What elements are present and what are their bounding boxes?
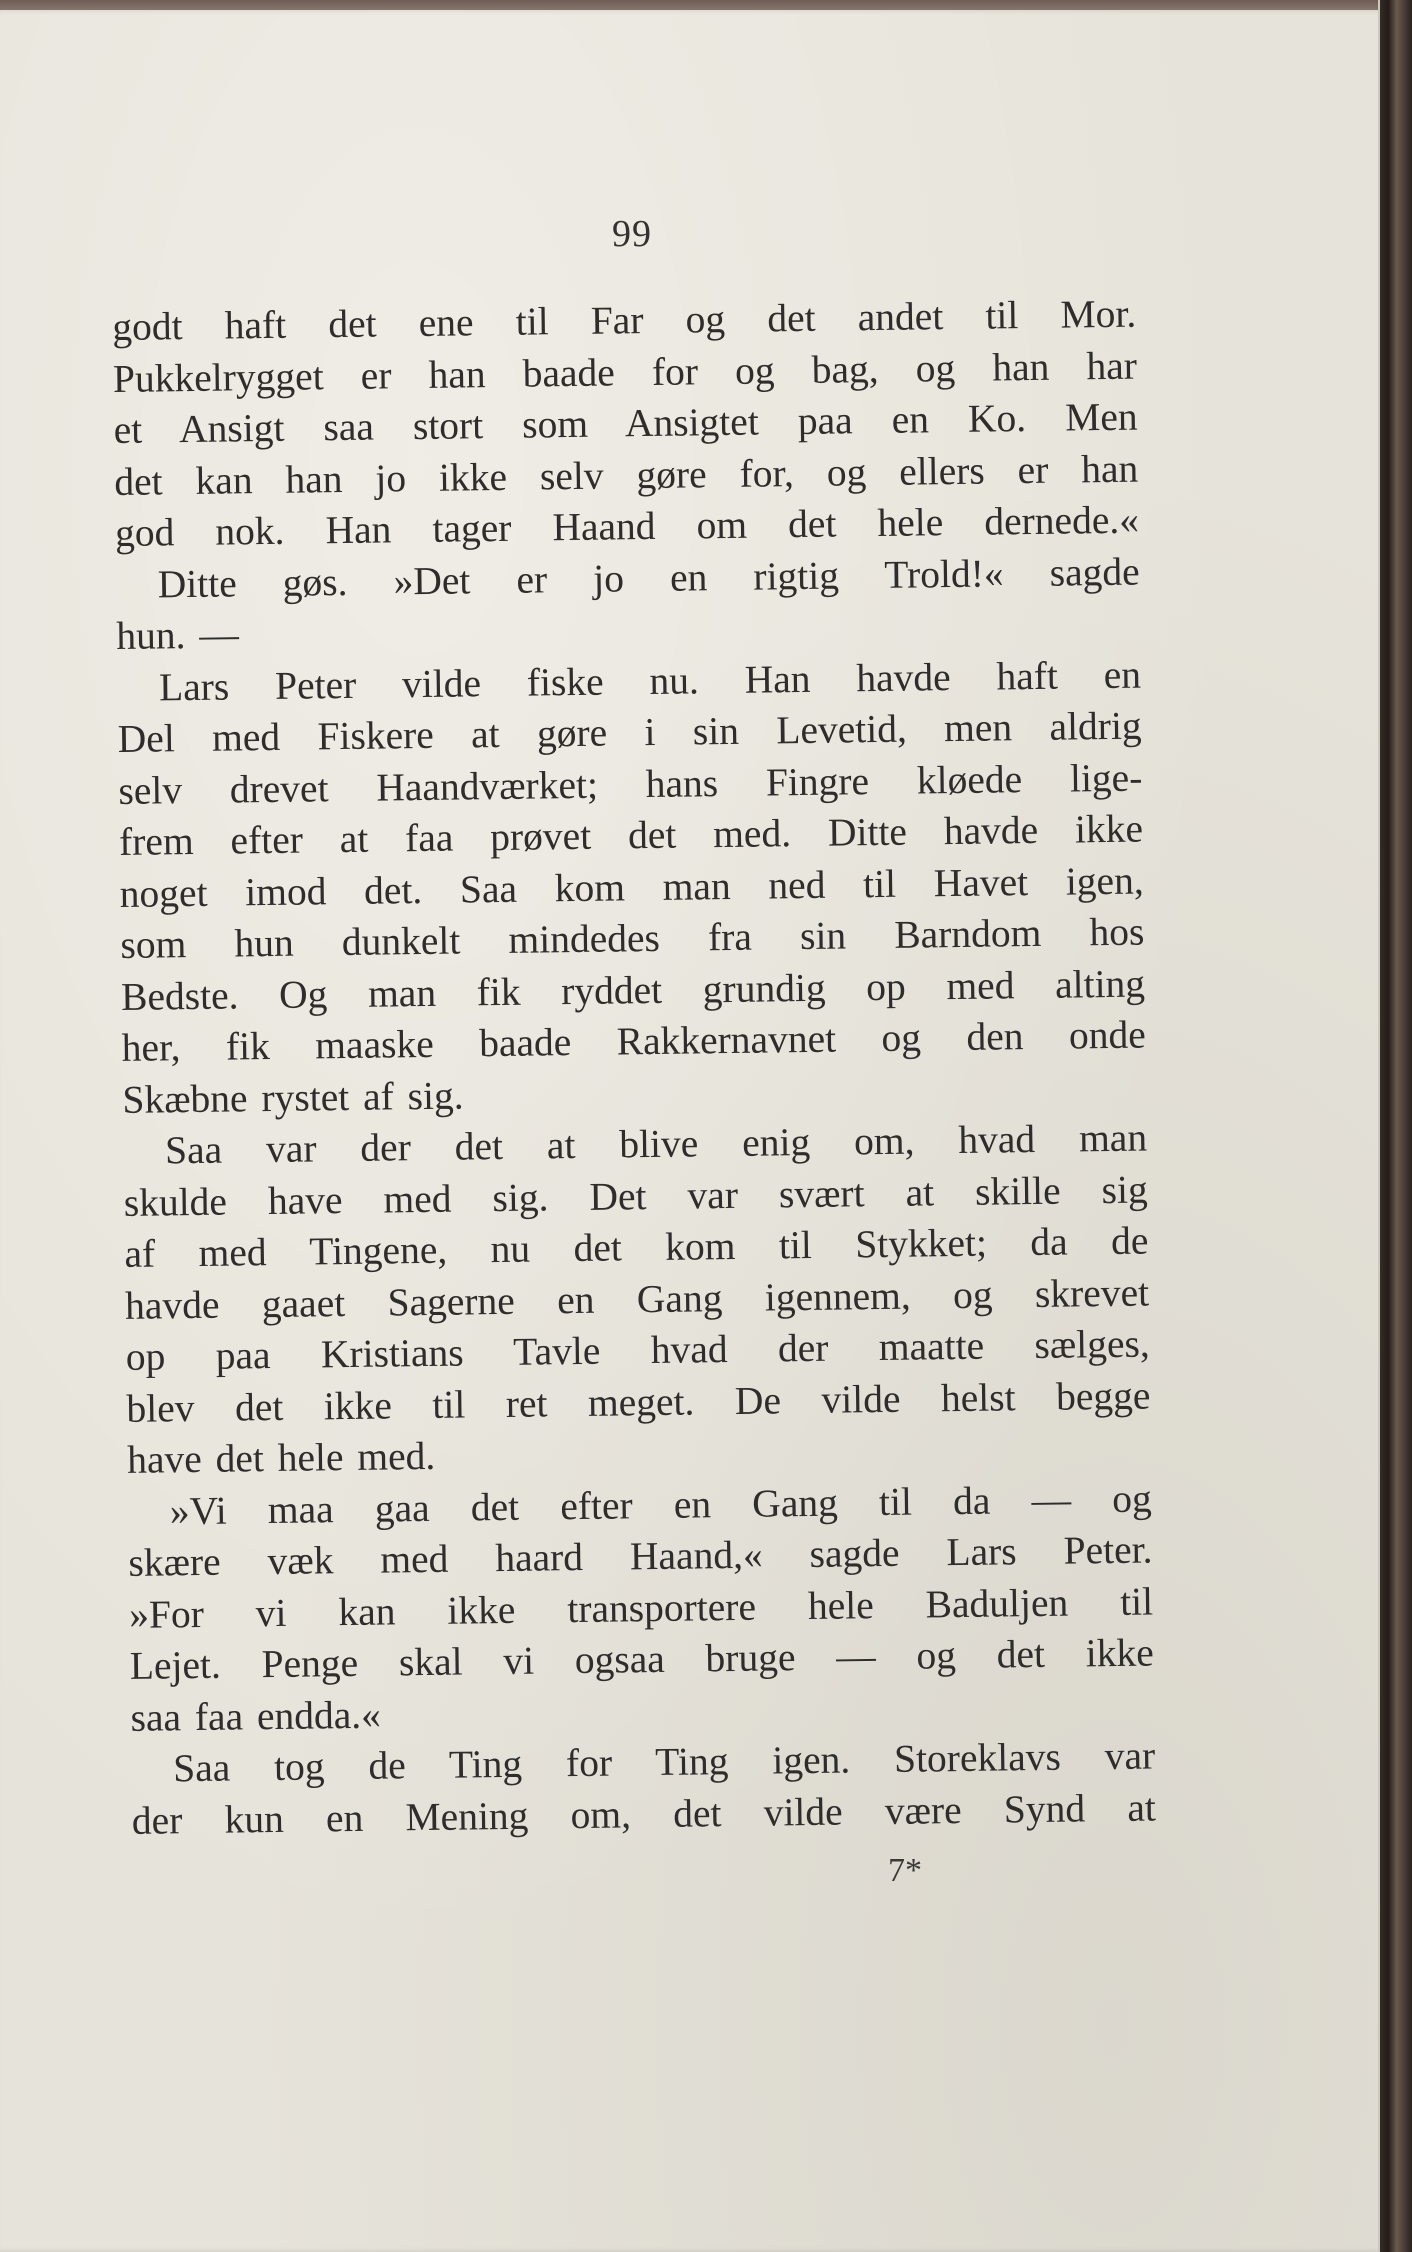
text-line: »Vi maa gaa det efter en Gang til da — og: [169, 1475, 1153, 1533]
text-line: et Ansigt saa stort som Ansigtet paa en Ko. Men: [113, 394, 1138, 452]
text-line: Skæbne rystet af sig.: [122, 1072, 464, 1122]
text-line: op paa Kristians Tavle hvad der maatte sælges,: [125, 1321, 1151, 1379]
text-line: Ditte gøs. »Det er jo en rigtig Trold!« sagde: [157, 549, 1140, 606]
book-spine: [1378, 0, 1412, 2252]
text-line: Bedste. Og man fik ryddet grundig op med alting: [120, 961, 1146, 1019]
page-edge: [1378, 0, 1380, 2252]
text-line: her, fik maaske baade Rakkernavnet og den onde: [121, 1012, 1146, 1070]
text-line: det kan han jo ikke selv gøre for, og ellers er han: [114, 446, 1139, 504]
text-line: selv drevet Haandværket; hans Fingre kløede lige-: [118, 755, 1143, 813]
text-line: Lejet. Penge skal vi ogsaa bruge — og det ikke: [129, 1630, 1155, 1688]
text-line: Saa var der det at blive enig om, hvad man: [164, 1115, 1148, 1173]
text-line: skære væk med haard Haand,« sagde Lars Peter.: [128, 1527, 1153, 1585]
text-line: skulde have med sig. Det var svært at skille sig: [123, 1167, 1148, 1225]
signature-mark: 7*: [888, 1852, 922, 1889]
text-line: der kun en Mening om, det vilde være Synd at: [131, 1784, 1157, 1843]
text-line: hun. —: [116, 612, 240, 658]
text-line: Pukkelrygget er han baade for og bag, og han har: [112, 343, 1138, 401]
text-line: »For vi kan ikke transportere hele Baduljen til: [128, 1578, 1154, 1637]
text-line: Saa tog de Ting for Ting igen. Storeklavs var: [172, 1733, 1156, 1791]
text-line: saa faa endda.«: [130, 1692, 382, 1740]
text-line: Lars Peter vilde fiske nu. Han havde haft en: [158, 652, 1142, 709]
text-line: noget imod det. Saa kom man ned til Havet igen,: [119, 858, 1144, 916]
text-line: Del med Fiskere at gøre i sin Levetid, men aldrig: [117, 703, 1142, 761]
text-line: blev det ikke til ret meget. De vilde helst begge: [126, 1373, 1151, 1431]
text-line: af med Tingene, nu det kom til Stykket; da de: [124, 1218, 1149, 1276]
text-line: frem efter at faa prøvet det med. Ditte havde ikke: [118, 806, 1144, 864]
text-line: god nok. Han tager Haand om det hele dernede.«: [114, 497, 1140, 555]
text-line: have det hele med.: [126, 1433, 436, 1482]
body-text: [112, 289, 1156, 1847]
text-line: havde gaaet Sagerne en Gang igennem, og skrevet: [124, 1270, 1150, 1328]
book-page: [0, 10, 1392, 2252]
text-line: som hun dunkelt mindedes fra sin Barndom hos: [120, 909, 1145, 967]
page-number: 99: [612, 213, 652, 255]
text-line: godt haft det ene til Far og det andet til Mor.: [112, 291, 1137, 349]
